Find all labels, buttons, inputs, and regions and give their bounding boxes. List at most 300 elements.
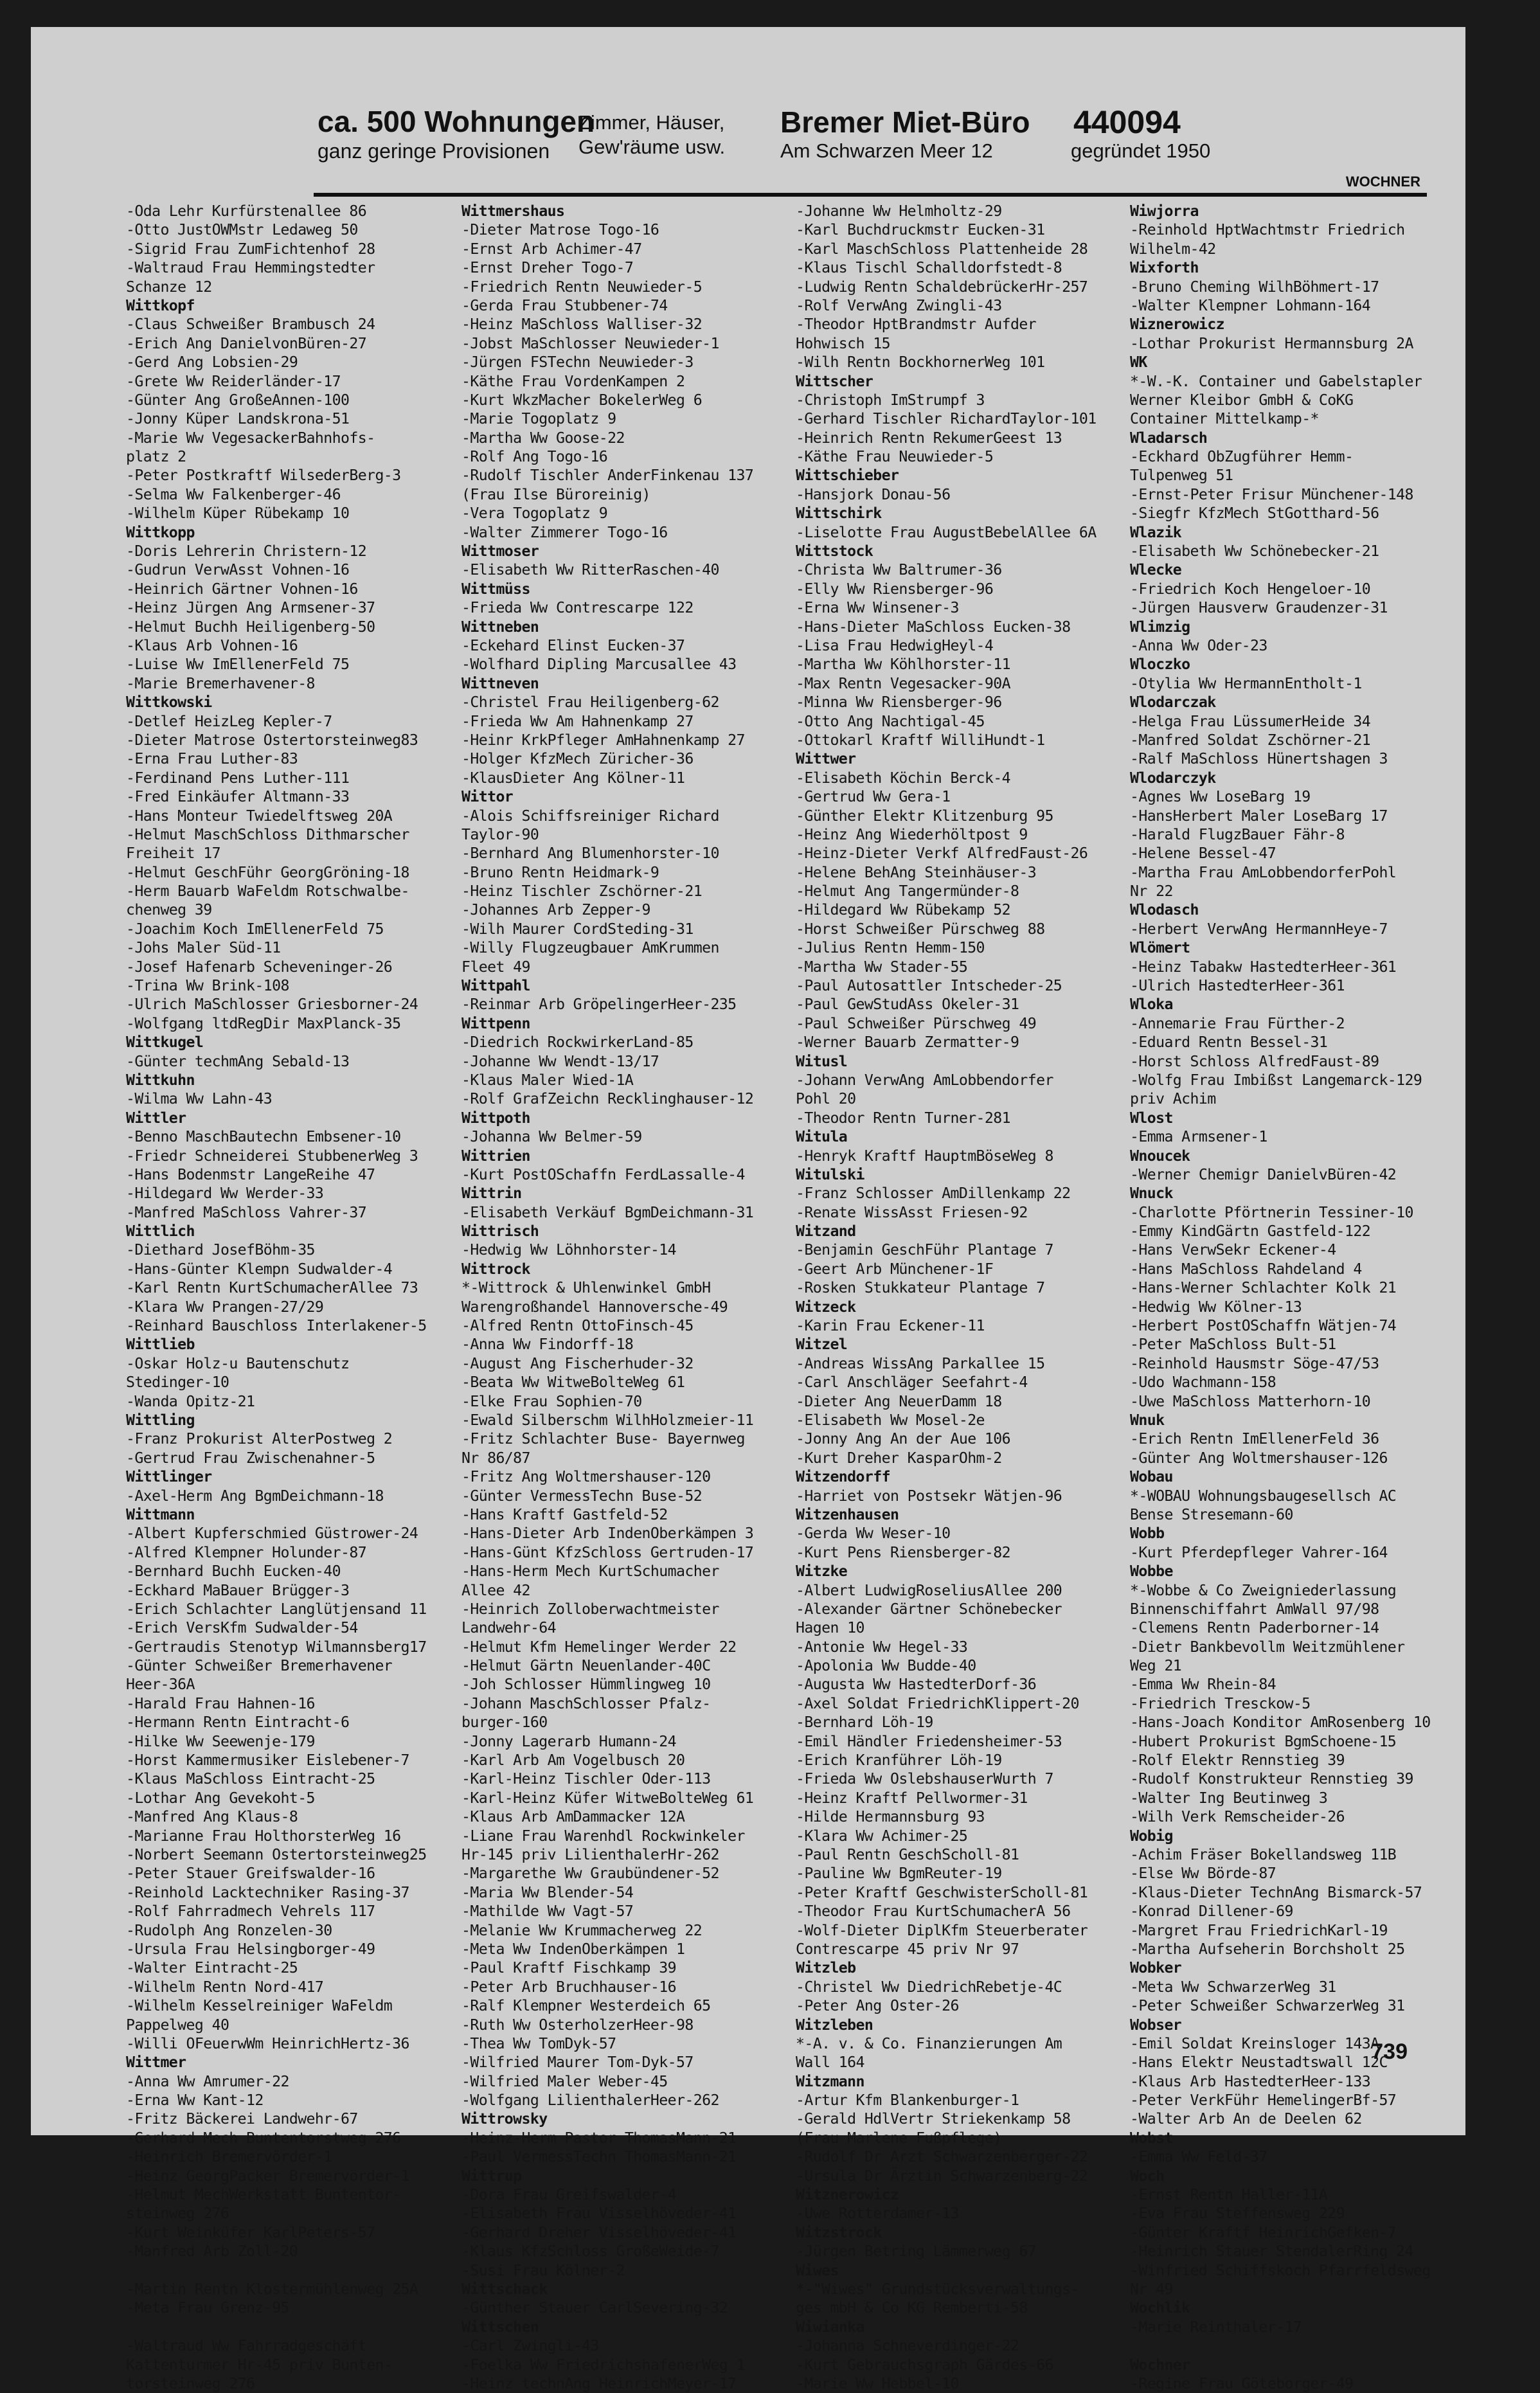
directory-entry: -Ralf Klempner Westerdeich 65 [461,1997,711,2015]
directory-entry: -Anna Ww Amrumer-22 [126,2072,289,2090]
directory-entry: -Karin Frau Eckener-11 [796,1317,985,1335]
directory-entry: -Antonie Ww Hegel-33 [796,1638,968,1656]
directory-entry: *-WOBAU Wohnungsbaugesellsch AC [1130,1487,1397,1505]
directory-entry: Wittlieb [126,1336,195,1354]
directory-entry: -Foelka Ww FriedrichshafenerWeg 1 [461,2356,745,2374]
directory-entry: Wlimzig [1130,618,1190,636]
directory-entry: priv Achim [1130,1090,1216,1108]
directory-entry: Wloka [1130,996,1173,1014]
directory-entry: -Joachim Koch ImEllenerFeld 75 [126,920,384,938]
directory-entry: *-"Wiwes" Grundstücksverwaltungs- [796,2280,1079,2298]
directory-entry: Wiwjorra [1130,202,1199,220]
directory-entry: -Manfred Ang Klaus-8 [126,1808,298,1826]
directory-entry: -Anna Ww Findorff-18 [461,1336,634,1354]
directory-entry: -Wilfried Maler Weber-45 [461,2072,668,2090]
directory-entry: Wittwer [796,750,856,768]
directory-entry: -Hans-Günt KfzSchloss Gertruden-17 [461,1543,754,1561]
directory-entry: -Alfred Klempner Holunder-87 [126,1543,367,1561]
directory-entry: Werner Kleibor GmbH & CoKG [1130,391,1354,409]
directory-entry: -Hans Monteur Twiedelftsweg 20A [126,807,393,825]
directory-entry: -HansHerbert Maler LoseBarg 17 [1130,807,1388,825]
directory-entry: -Hansjork Donau-56 [796,485,951,503]
directory-entry: -Rudolf Tischler AnderFinkenau 137 [461,467,754,485]
directory-entry: -Günter Schweißer Bremerhavener [126,1657,393,1675]
directory-entry: -Heinrich Rentn RekumerGeest 13 [796,429,1062,447]
directory-entry: (Frau Ilse Büroreinig) [461,485,650,503]
directory-entry: Pappelweg 40 [126,2016,229,2034]
directory-entry: -Dieter Matrose Ostertorsteinweg83 [126,731,418,749]
directory-entry: -Mathilde Ww Vagt-57 [461,1903,634,1921]
directory-entry: Nr 49 [1130,2280,1173,2298]
directory-entry: -Meta Ww IndenOberkämpen 1 [461,1940,685,1958]
directory-entry: -Manfred Arb Zoll-20 [126,2243,298,2261]
directory-entry: -Paul Kraftf Fischkamp 39 [461,1959,677,1977]
directory-entry: -Martha Ww Goose-22 [461,429,625,447]
directory-entry: -Christel Frau Heiligenberg-62 [461,694,719,712]
directory-entry: Wittrock [461,1260,530,1278]
directory-entry: -Christa Ww Baltrumer-36 [796,561,1002,579]
directory-entry: Wittscher [796,372,873,390]
directory-entry: -Herbert PostOSchaffn Wätjen-74 [1130,1317,1397,1335]
directory-entry: -Grete Ww Reiderländer-17 [126,372,341,390]
directory-entry: Warengroßhandel Hannoversche-49 [461,1298,728,1316]
directory-entry: -Martha Ww Köhlhorster-11 [796,656,1011,674]
directory-entry: -Alois Schiffsreiniger Richard [461,807,719,825]
directory-entry: -Rosken Stukkateur Plantage 7 [796,1279,1045,1297]
directory-entry: -Paul VermessTechn ThomasMann-21 [461,2148,737,2166]
directory-entry: -Heinz Tischler Zschörner-21 [461,883,703,901]
directory-entry: -Marie Ww VegesackerBahnhofs- [126,429,375,447]
directory-entry: -Wolfhard Dipling Marcusallee 43 [461,656,737,674]
directory-entry: Stedinger-10 [126,1374,229,1392]
directory-entry: -Erich Schlachter Langlütjensand 11 [126,1600,427,1618]
directory-entry: -Marie Bremerhavener-8 [126,674,315,692]
directory-entry: -Albert LudwigRoseliusAllee 200 [796,1581,1062,1599]
directory-entry: -Heinrich Bremervörder-1 [126,2148,332,2166]
directory-entry: Woch [1130,2167,1165,2185]
directory-entry: -Karl Arb Am Vogelbusch 20 [461,1752,685,1770]
directory-entry: -Helmut MaschSchloss Dithmarscher [126,825,409,843]
directory-entry: -Helene Bessel-47 [1130,845,1276,863]
directory-entry: -Regine Frau Göteborger-49 [1130,2374,1354,2392]
directory-entry: -Waltraud Ww Fahrradgeschäft [126,2337,367,2355]
directory-entry: -Agnes Ww LoseBarg 19 [1130,788,1311,806]
directory-entry: -Walter Arb An de Deelen 62 [1130,2110,1362,2128]
directory-entry: -Elisabeth Ww RitterRaschen-40 [461,561,719,579]
directory-entry: Nr 86/87 [461,1449,530,1467]
directory-entry: -Waltraud Frau Hemmingstedter [126,259,375,277]
directory-entry: -Kurt Gebrauchsgraph Gärdes-66 [796,2356,1053,2374]
directory-entry: -Theodor Frau KurtSchumacherA 56 [796,1903,1071,1921]
directory-column-1 [126,202,451,2393]
directory-entry: Wobbe [1130,1563,1173,1581]
directory-entry: -Käthe Frau Neuwieder-5 [796,448,994,466]
directory-entry: -Elisabeth Köchin Berck-4 [796,769,1011,787]
directory-entry: -Heinrich Stauer StendalerRing 24 [1130,2243,1413,2261]
header-rule [314,193,1427,197]
directory-entry: Wiwianka [796,2318,864,2336]
ad-apartments-subtitle: ganz geringe Provisionen [318,139,550,163]
directory-entry: -Eckehard Elinst Eucken-37 [461,636,685,654]
directory-entry: -Otto JustOWMstr Ledaweg 50 [126,221,358,239]
directory-entry: -Herm Bauarb WaFeldm Rotschwalbe- [126,883,409,901]
directory-entry: Wittschack [461,2280,548,2298]
directory-entry: -Emil Soldat Kreinsloger 143A [1130,2034,1379,2052]
directory-entry: -Horst Schloss AlfredFaust-89 [1130,1052,1379,1070]
directory-entry: Witusl [796,1052,848,1070]
directory-entry: -Eckhard ObZugführer Hemm- [1130,448,1354,466]
directory-entry: -Gerd Ang Lobsien-29 [126,354,298,372]
directory-entry: -Johanne Ww Wendt-13/17 [461,1052,659,1070]
directory-entry: -Helmut MechWerkstatt Buntentor- [126,2186,401,2204]
directory-entry: -Franz Schlosser AmDillenkamp 22 [796,1185,1071,1203]
directory-entry: Witzstrock [796,2223,882,2241]
directory-entry: -Heinz Jürgen Ang Armsener-37 [126,599,375,617]
directory-entry: -Rolf Elektr Rennstieg 39 [1130,1752,1345,1770]
directory-entry: -Elisabeth Frau Visselhöveder-41 [461,2205,737,2223]
directory-entry: Wall 164 [796,2054,864,2072]
directory-entry: -Renate WissAsst Friesen-92 [796,1203,1028,1221]
directory-entry: Wittrisch [461,1223,539,1241]
directory-entry: -Karl-Heinz Küfer WitweBolteWeg 61 [461,1789,754,1807]
directory-entry: Pohl 20 [796,1090,856,1108]
directory-entry: Wloczko [1130,656,1190,674]
directory-entry: -Klaus KfzSchloss GroßeWeide-7 [461,2243,719,2261]
directory-entry: -Elisabeth Ww Schönebecker-21 [1130,542,1379,560]
directory-entry: -Bruno Rentn Heidmark-9 [461,863,659,881]
directory-entry: -Benjamin GeschFühr Plantage 7 [796,1241,1053,1259]
directory-entry: -Heinz Kraftf Pellwormer-31 [796,1789,1028,1807]
directory-entry: -Karl-Heinz Tischler Oder-113 [461,1770,711,1788]
directory-entry: -Lothar Prokurist Hermannsburg 2A [1130,334,1413,352]
directory-entry: -Erich VersKfm Sudwalder-54 [126,1619,358,1637]
directory-entry: -Manfred Soldat Zschörner-21 [1130,731,1371,749]
directory-entry: -Christel Ww DiedrichRebetje-4C [796,1978,1062,1996]
directory-entry: -Günter Ang Woltmershauser-126 [1130,1449,1388,1467]
directory-entry: -Luise Ww ImEllenerFeld 75 [126,656,350,674]
directory-entry: Witzleb [796,1959,856,1977]
directory-entry: -Vera Togoplatz 9 [461,505,608,523]
directory-entry: -Carl Zwingli-43 [461,2337,599,2355]
directory-entry: -Wilhelm Rentn Nord-417 [126,1978,324,1996]
directory-entry: torsteinweg 276 [126,2374,255,2392]
directory-entry: Wittor [461,788,514,806]
directory-entry: -Hans-Joach Konditor AmRosenberg 10 [1130,1714,1431,1732]
directory-entry: Wobb [1130,1525,1165,1543]
directory-entry: -Peter Stauer Greifswalder-16 [126,1865,375,1883]
directory-entry: -Friedr Schneiderei StubbenerWeg 3 [126,1147,418,1165]
directory-entry: -Friedrich Rentn Neuwieder-5 [461,278,703,296]
directory-entry: Heer-36A [126,1676,195,1694]
directory-entry: Witzenhausen [796,1505,899,1523]
directory-entry: -Marie Ww Hebbel-10 [796,2374,959,2392]
directory-entry: Hagen 10 [796,1619,864,1637]
directory-entry: -Klaus Tischl Schalldorfstedt-8 [796,259,1062,277]
directory-entry: -Heinrich Zolloberwachtmeister [461,1600,719,1618]
directory-entry: -Axel Soldat FriedrichKlippert-20 [796,1694,1079,1712]
directory-entry: -Achim Fräser Bokellandsweg 11B [1130,1845,1397,1863]
directory-entry: -Elisabeth Ww Mosel-2e [796,1412,985,1429]
directory-entry: -Klaus MaSchloss Eintracht-25 [126,1770,375,1788]
directory-entry: -Selma Ww Falkenberger-46 [126,485,341,503]
directory-entry: -Susi Frau Kölner-2 [461,2261,625,2279]
directory-entry: -Werner Chemigr DanielvBüren-42 [1130,1165,1397,1183]
directory-entry: Wittkuhn [126,1071,195,1089]
directory-entry: -Martha Ww Stader-55 [796,958,968,976]
directory-entry: -Marie Reinthaler-17 [1130,2318,1302,2336]
directory-entry: -Axel-Herm Ang BgmDeichmann-18 [126,1487,384,1505]
directory-entry: -Ernst Arb Achimer-47 [461,240,642,258]
directory-entry: platz 2 [126,448,186,466]
directory-entry: -Wilma Ww Lahn-43 [126,1090,273,1108]
directory-entry: Wittkugel [126,1034,204,1052]
directory-entry: -Horst Kammermusiker Eislebener-7 [126,1752,409,1770]
directory-entry: -Bernhard Ang Blumenhorster-10 [461,845,719,863]
directory-entry: -Else Ww Börde-87 [1130,1865,1276,1883]
directory-entry: Wiznerowicz [1130,316,1224,334]
directory-entry: -Alexander Gärtner Schönebecker [796,1600,1062,1618]
directory-entry: Container Mittelkamp-* [1130,410,1319,428]
directory-entry: -Gerhard Tischler RichardTaylor-101 [796,410,1097,428]
directory-entry: -Otylia Ww HermannEntholt-1 [1130,674,1362,692]
directory-entry: -Charlotte Pförtnerin Tessiner-10 [1130,1203,1413,1221]
directory-entry: Wlömert [1130,939,1190,957]
directory-entry [126,2318,451,2336]
directory-entry: Wittkopf [126,296,195,314]
directory-entry: -Helmut Gärtn Neuenlander-40C [461,1657,711,1675]
directory-entry: -Friedrich Koch Hengeloer-10 [1130,580,1371,598]
directory-entry: -Uwe Rotterdamer-13 [796,2205,959,2223]
directory-entry: -Emma Armsener-1 [1130,1128,1267,1146]
directory-entry: -Hans-Günter Klempn Sudwalder-4 [126,1260,393,1278]
directory-entry: -Gertraudis Stenotyp Wilmannsberg17 [126,1638,427,1656]
directory-entry: Wittschieber [796,467,899,485]
ad-rooms-line2: Gew'räume usw. [578,136,726,158]
directory-entry: -Harriet von Postsekr Wätjen-96 [796,1487,1062,1505]
directory-entry: WK [1130,354,1147,372]
directory-entry: -Johs Maler Süd-11 [126,939,281,957]
directory-entry: Wittrin [461,1185,522,1203]
directory-entry: -Jobst MaSchlosser Neuwieder-1 [461,334,719,352]
directory-entry: -Walter Eintracht-25 [126,1959,298,1977]
directory-entry: Hohwisch 15 [796,334,890,352]
directory-entry: -Bernhard Löh-19 [796,1714,933,1732]
directory-entry: -Ralf MaSchloss Hünertshagen 3 [1130,750,1388,768]
directory-entry: Wittneben [461,618,539,636]
directory-entry: Wobst [1130,2129,1173,2147]
directory-entry: Wittkowski [126,694,212,712]
directory-entry: -Margret Frau FriedrichKarl-19 [1130,1921,1388,1939]
directory-entry: -Jonny Küper Landskrona-51 [126,410,350,428]
directory-entry: Schanze 12 [126,278,212,296]
directory-entry: -Martha Aufseherin Borchsholt 25 [1130,1940,1405,1958]
directory-entry: -Ursula Frau Helsingborger-49 [126,1940,375,1958]
directory-entry: -Käthe Frau VordenKampen 2 [461,372,685,390]
directory-entry: Wlodarczak [1130,694,1216,712]
directory-entry: -Rudolph Ang Ronzelen-30 [126,1921,332,1939]
directory-entry: -Frieda Ww Contrescarpe 122 [461,599,694,617]
directory-entry: -Meta Frau Grenz-95 [126,2299,289,2317]
directory-entry: -Willy Flugzeugbauer AmKrummen [461,939,719,957]
directory-entry: -Emil Händler Friedensheimer-53 [796,1732,1062,1750]
directory-entry: Wittrowsky [461,2110,548,2128]
directory-entry: burger-160 [461,1714,548,1732]
directory-entry: -Günter Kraftf HeinrichGefken-7 [1130,2223,1397,2241]
directory-entry: -Ursula Dr Ärztin Schwarzenberg-22 [796,2167,1088,2185]
ad-rental-office-name: Bremer Miet-Büro [780,105,1030,139]
directory-entry: -Karl Buchdruckmstr Eucken-31 [796,221,1045,239]
directory-entry: -Wilh Maurer CordSteding-31 [461,920,694,938]
directory-entry: -Walter Klempner Lohmann-164 [1130,296,1371,314]
directory-entry: Fleet 49 [461,958,530,976]
directory-entry: -Theodor HptBrandmstr Aufder [796,316,1037,334]
directory-entry: -Clemens Rentn Paderborner-14 [1130,1619,1379,1637]
directory-entry: chenweg 39 [126,901,212,919]
directory-entry: -Fritz Schlachter Buse- Bayernweg [461,1430,745,1448]
directory-entry: -Diedrich RockwirkerLand-85 [461,1034,694,1052]
directory-entry: Allee 42 [461,1581,530,1599]
directory-entry: -Gerhard Dreher Visselhöveder-41 [461,2223,737,2241]
directory-entry: -Günter Ang GroßeAnnen-100 [126,391,350,409]
directory-entry: -Lothar Ang Gevekoht-5 [126,1789,315,1807]
directory-entry: Wiwes [796,2261,839,2279]
directory-entry: -Günter techmAng Sebald-13 [126,1052,350,1070]
directory-entry: -Johanne Ww Helmholtz-29 [796,202,1002,220]
directory-entry: -Johann MaschSchlosser Pfalz- [461,1694,711,1712]
directory-entry: -Hubert Prokurist BgmSchoene-15 [1130,1732,1397,1750]
directory-entry: -Erich Kranführer Löh-19 [796,1752,1002,1770]
directory-entry: -Christoph ImStrumpf 3 [796,391,985,409]
directory-entry [1130,2336,1455,2355]
directory-entry: -Otto Ang Nachtigal-45 [796,712,985,730]
directory-entry: Weg 21 [1130,1657,1182,1675]
directory-entry: -Ruth Ww OsterholzerHeer-98 [461,2016,694,2034]
directory-entry: Wittling [126,1412,195,1429]
directory-entry: -Dieter Ang NeuerDamm 18 [796,1392,1002,1410]
directory-entry: -Theodor Rentn Turner-281 [796,1109,1011,1127]
directory-entry: -Wolfgang LilienthalerHeer-262 [461,2092,719,2110]
directory-entry: -Elisabeth Verkäuf BgmDeichmann-31 [461,1203,754,1221]
directory-entry: -Wolfg Frau Imbißst Langemarck-129 [1130,1071,1422,1089]
directory-entry: -Fritz Ang Woltmershauser-120 [461,1468,711,1486]
directory-entry: Witulski [796,1165,864,1183]
directory-entry: Wlodarczyk [1130,769,1216,787]
directory-entry: -Hildegard Ww Werder-33 [126,1185,324,1203]
directory-entry: -Johanna Schneverdinger-22 [796,2337,1019,2355]
directory-entry: Wittschen [461,2318,539,2336]
directory-entry: -Eva Frau Steffensweg 229 [1130,2205,1345,2223]
directory-entry: -KlausDieter Ang Kölner-11 [461,769,685,787]
directory-entry: -Gertrud Frau Zwischenahner-5 [126,1449,375,1467]
directory-entry: -Günther Elektr Klitzenburg 95 [796,807,1053,825]
directory-entry: -Heinz-Herm Pastor ThomasMann-21 [461,2129,737,2147]
directory-entry: -Heinrich Gärtner Vohnen-16 [126,580,358,598]
directory-entry: -Hans Elektr Neustadtswall 12C [1130,2054,1388,2072]
directory-entry: -Frieda Ww Am Hahnenkamp 27 [461,712,694,730]
directory-entry: -August Ang Fischerhuder-32 [461,1354,694,1372]
directory-entry: -Wanda Opitz-21 [126,1392,255,1410]
directory-entry: -Thea Ww TomDyk-57 [461,2034,616,2052]
directory-entry: (Frau Marlene Fußpflege) [796,2129,1002,2147]
directory-entry: -Bruno Cheming WilhBöhmert-17 [1130,278,1379,296]
directory-entry: -Klaus Arb AmDammacker 12A [461,1808,685,1826]
directory-entry: -Bernhard Buchh Eucken-40 [126,1563,341,1581]
ad-rooms-line1: Zimmer, Häuser, [578,111,725,134]
directory-entry: -Marianne Frau HolthorsterWeg 16 [126,1827,401,1845]
directory-entry: -Hedwig Ww Löhnhorster-14 [461,1241,677,1259]
directory-entry: -Reinhard Bauschloss Interlakener-5 [126,1317,427,1335]
directory-entry: -Manfred MaSchloss Vahrer-37 [126,1203,367,1221]
directory-entry: -Liselotte Frau AugustBebelAllee 6A [796,523,1097,541]
directory-entry: -Emma Ww Rhein-84 [1130,1676,1276,1694]
directory-entry: -Artur Kfm Blankenburger-1 [796,2092,1019,2110]
directory-entry: -Ernst Rentn Haller-11A [1130,2186,1328,2204]
directory-entry: -Heinz technAng HeinrichMeyer-17 [461,2374,737,2392]
directory-entry: -Hans-Herm Mech KurtSchumacher [461,1563,719,1581]
directory-entry: -Karl Rentn KurtSchumacherAllee 73 [126,1279,418,1297]
directory-entry: -Hans-Dieter MaSchloss Eucken-38 [796,618,1071,636]
directory-entry: Wilhelm-42 [1130,240,1216,258]
directory-entry: Wittmüss [461,580,530,598]
directory-entry: Wlazik [1130,523,1182,541]
directory-entry: -Elly Ww Riensberger-96 [796,580,994,598]
directory-entry: -Hans MaSchloss Rahdeland 4 [1130,1260,1362,1278]
directory-entry: -Oskar Holz-u Bautenschutz [126,1354,350,1372]
directory-entry: Hr-145 priv LilienthalerHr-262 [461,1845,719,1863]
directory-entry: -Uwe MaSchloss Matterhorn-10 [1130,1392,1371,1410]
running-head: WOCHNER [1345,174,1420,190]
directory-entry: -Hildegard Ww Rübekamp 52 [796,901,1011,919]
directory-entry: -Johann VerwAng AmLobbendorfer [796,1071,1053,1089]
directory-entry: -Reinhold Lacktechniker Rasing-37 [126,1883,409,1901]
directory-entry: -Kurt Weinküfer KarlPeters-57 [126,2223,375,2241]
directory-entry: -Paul Autosattler Intscheder-25 [796,977,1062,995]
directory-entry: -Frieda Ww OslebshauserWurth 7 [796,1770,1053,1788]
directory-entry: -Ottokarl Kraftf WilliHundt-1 [796,731,1045,749]
directory-entry: Wlecke [1130,561,1182,579]
directory-entry: Wittlich [126,1223,195,1241]
directory-entry: -Oda Lehr Kurfürstenallee 86 [126,202,367,220]
directory-entry: Wochlik [1130,2299,1190,2317]
directory-entry: *-Wittrock & Uhlenwinkel GmbH [461,1279,711,1297]
directory-entry: -Winfried Schiffskoch Pfarrfeldsweg [1130,2261,1431,2279]
directory-entry: -Heinz Tabakw HastedterHeer-361 [1130,958,1397,976]
directory-entry: -Hermann Rentn Eintracht-6 [126,1714,350,1732]
directory-entry: -Benno MaschBautechn Embsener-10 [126,1128,401,1146]
directory-entry: -Heinz MaSchloss Walliser-32 [461,316,703,334]
directory-entry: -Emmy KindGärtn Gastfeld-122 [1130,1223,1371,1241]
directory-entry: Wobig [1130,1827,1173,1845]
directory-entry: Wlodasch [1130,901,1199,919]
directory-entry: Witzmann [796,2072,864,2090]
directory-entry: Wobker [1130,1959,1182,1977]
directory-entry: -Meta Ww SchwarzerWeg 31 [1130,1978,1336,1996]
directory-entry: Witzendorff [796,1468,890,1486]
directory-entry: -Albert Kupferschmied Güstrower-24 [126,1525,418,1543]
directory-entry: -Erich Rentn ImEllenerFeld 36 [1130,1430,1379,1448]
directory-entry: -Klara Ww Prangen-27/29 [126,1298,324,1316]
directory-entry: -Fritz Bäckerei Landwehr-67 [126,2110,358,2128]
directory-entry: *-Wobbe & Co Zweigniederlassung [1130,1581,1397,1599]
directory-entry: -Hilde Hermannsburg 93 [796,1808,985,1826]
directory-entry: -Klaus-Dieter TechnAng Bismarck-57 [1130,1883,1422,1901]
directory-entry: -Erna Ww Kant-12 [126,2092,264,2110]
directory-entry: -Klaus Maler Wied-1A [461,1071,634,1089]
directory-entry: -Max Rentn Vegesacker-90A [796,674,1011,692]
directory-entry: *-A. v. & Co. Finanzierungen Am [796,2034,1062,2052]
directory-entry: -Henryk Kraftf HauptmBöseWeg 8 [796,1147,1053,1165]
directory-entry: -Jürgen FSTechn Neuwieder-3 [461,354,694,372]
